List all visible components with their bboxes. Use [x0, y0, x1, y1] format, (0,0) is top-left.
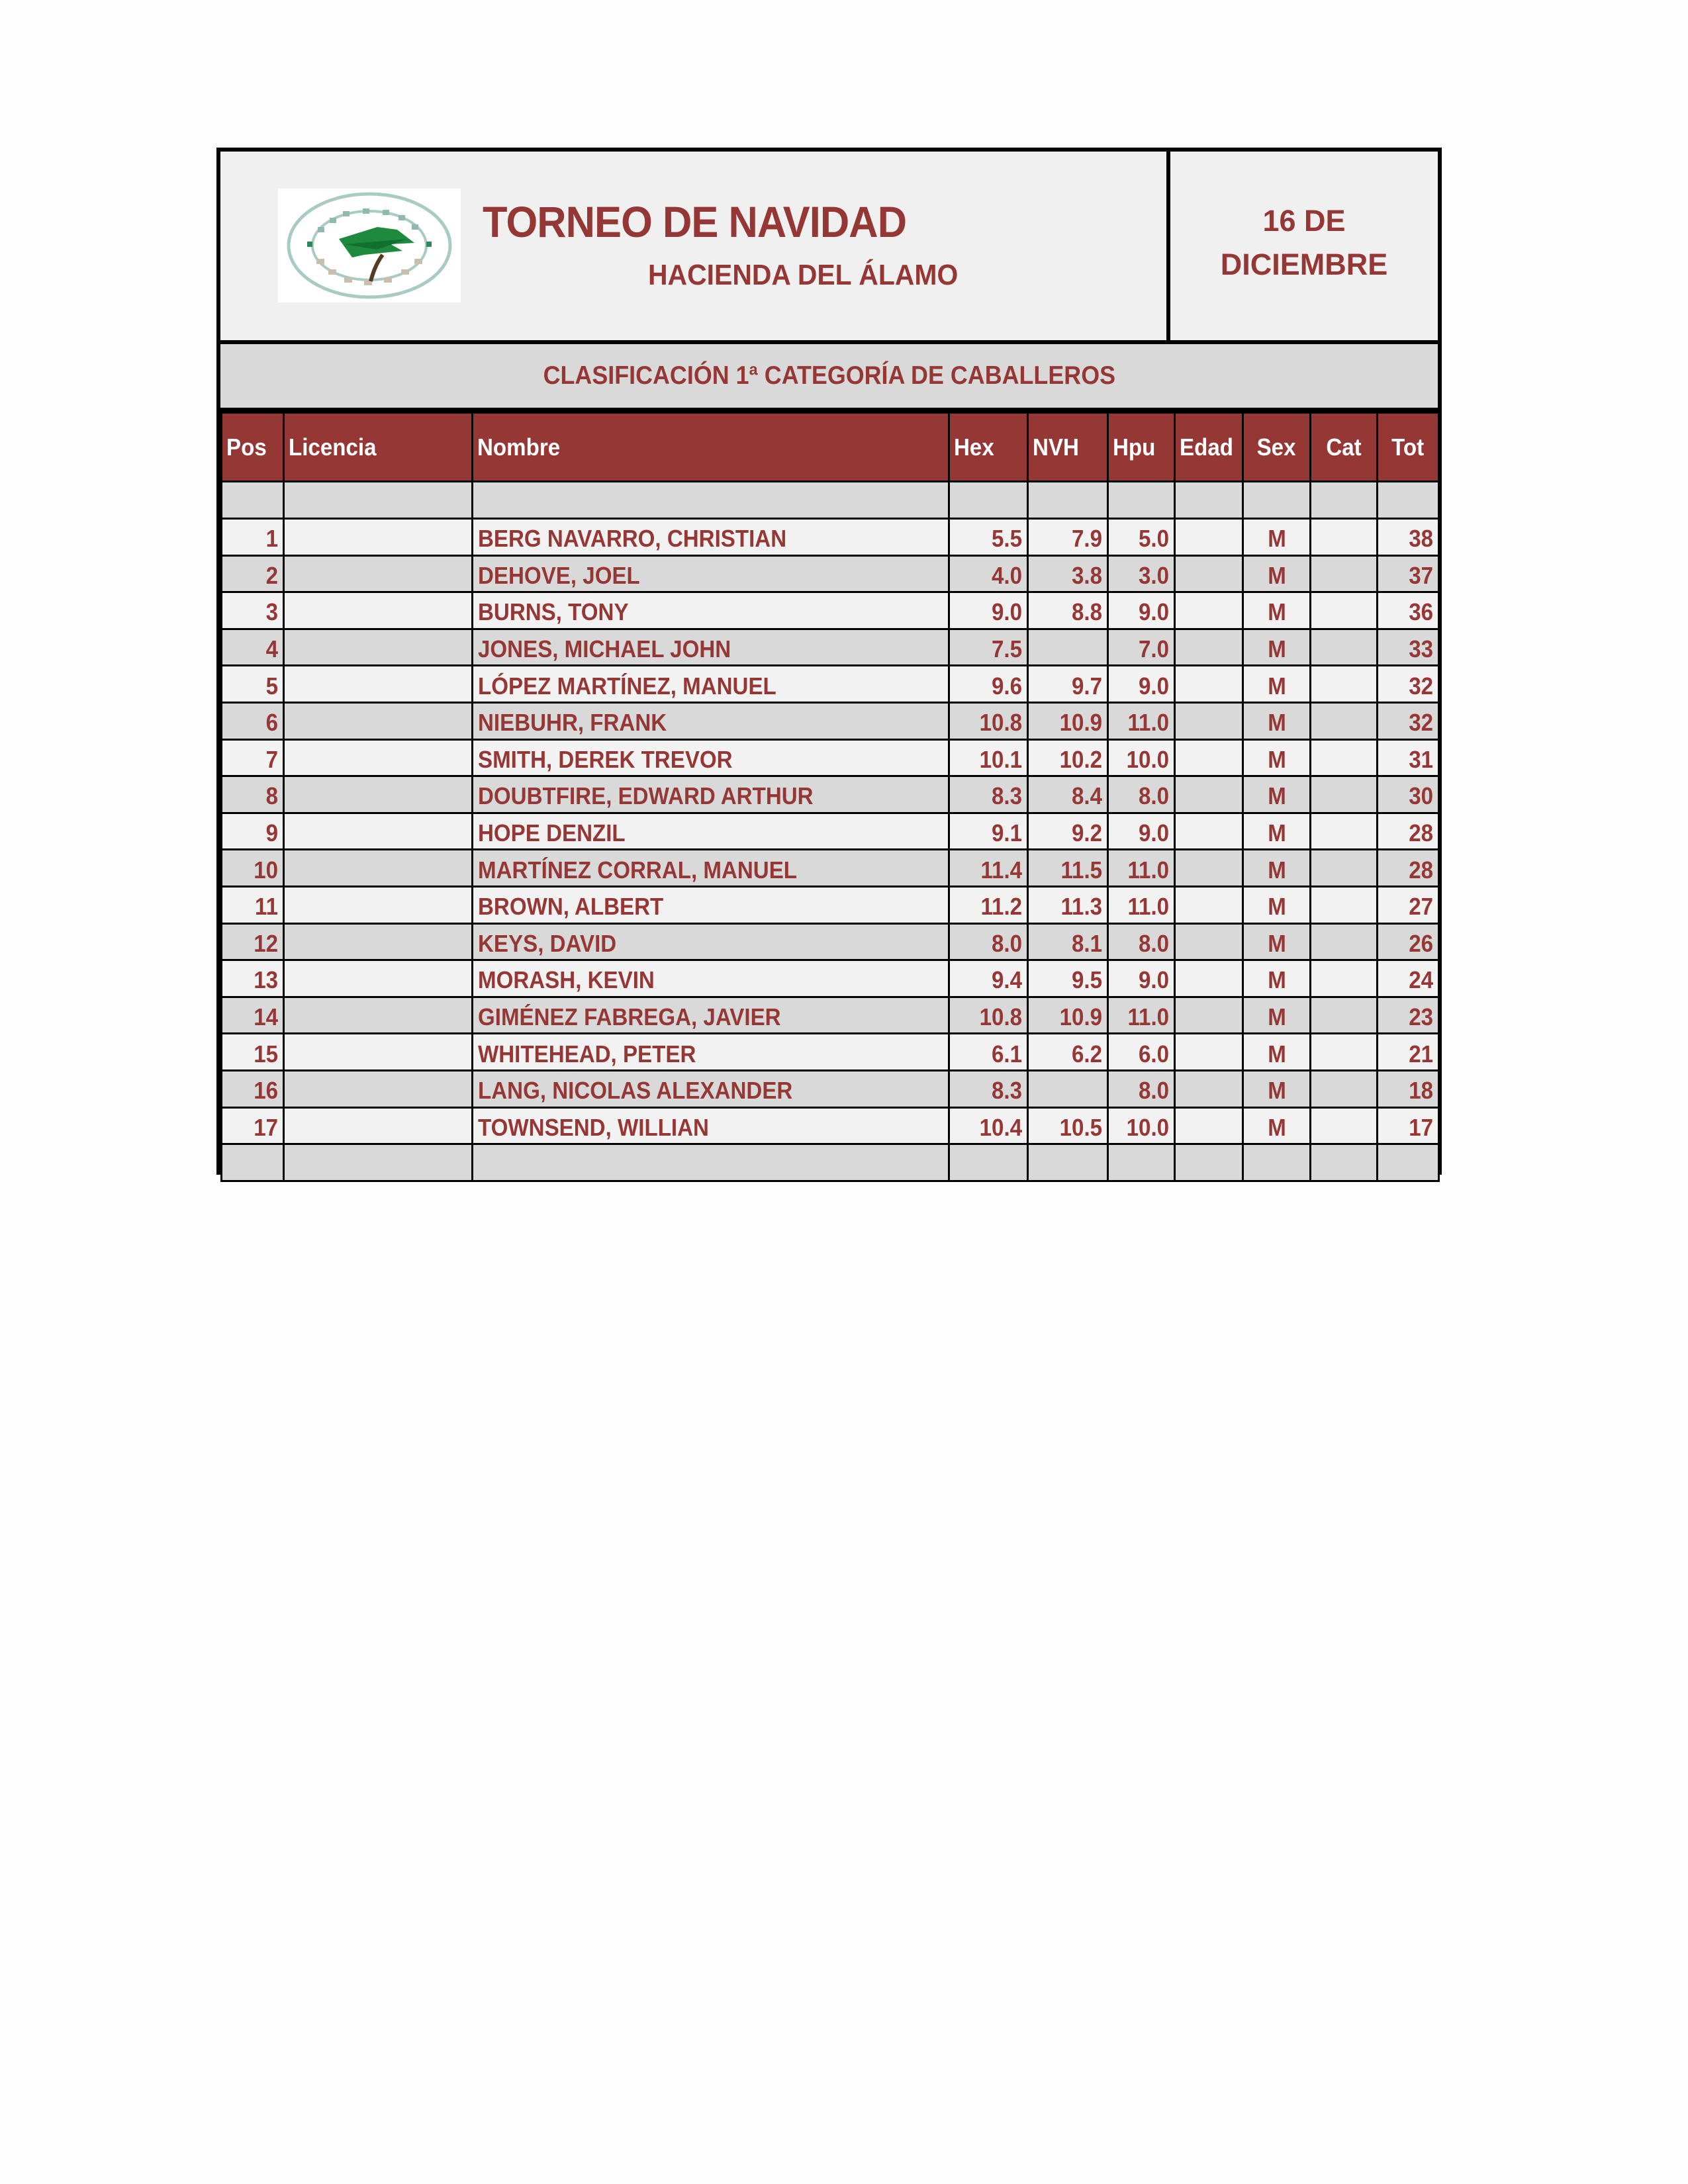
hex-cell: 10.4	[949, 1107, 1028, 1144]
age-cell	[1175, 886, 1243, 923]
nvh-cell	[1028, 629, 1108, 666]
nvh-cell: 8.1	[1028, 923, 1108, 960]
tournament-title: TORNEO DE NAVIDAD	[483, 197, 907, 246]
tournament-date	[1170, 199, 1438, 287]
hpu-cell: 9.0	[1108, 813, 1175, 850]
player-name-cell: BROWN, ALBERT	[473, 886, 949, 923]
sex-cell: M	[1243, 629, 1311, 666]
hex-cell: 8.3	[949, 776, 1028, 813]
sex-cell: M	[1243, 886, 1311, 923]
column-header-hex[interactable]: Hex	[949, 413, 1028, 482]
table-row[interactable]	[222, 702, 1439, 739]
table-row[interactable]	[222, 850, 1439, 887]
licence-cell	[284, 997, 473, 1034]
table-row[interactable]	[222, 555, 1439, 592]
nvh-cell: 3.8	[1028, 555, 1108, 592]
nvh-cell: 6.2	[1028, 1034, 1108, 1071]
date-divider	[1166, 152, 1170, 344]
hex-cell: 4.0	[949, 555, 1028, 592]
nvh-cell	[1028, 1070, 1108, 1107]
age-cell	[1175, 776, 1243, 813]
table-header-row	[222, 413, 1439, 482]
position-cell: 5	[222, 666, 284, 703]
nvh-cell: 9.7	[1028, 666, 1108, 703]
nvh-cell: 10.9	[1028, 997, 1108, 1034]
total-cell: 23	[1378, 997, 1439, 1034]
player-name-cell: LÓPEZ MARTÍNEZ, MANUEL	[473, 666, 949, 703]
total-cell: 26	[1378, 923, 1439, 960]
results-table	[220, 412, 1440, 1182]
age-cell	[1175, 555, 1243, 592]
position-cell: 10	[222, 850, 284, 887]
table-row[interactable]	[222, 666, 1439, 703]
column-header-sex[interactable]: Sex	[1243, 413, 1311, 482]
total-cell: 32	[1378, 702, 1439, 739]
licence-cell	[284, 850, 473, 887]
nvh-cell: 9.5	[1028, 960, 1108, 997]
sex-cell: M	[1243, 519, 1311, 556]
hpu-cell: 11.0	[1108, 997, 1175, 1034]
category-cell	[1311, 1070, 1378, 1107]
age-cell	[1175, 629, 1243, 666]
position-cell: 14	[222, 997, 284, 1034]
hex-cell: 9.1	[949, 813, 1028, 850]
player-name-cell: TOWNSEND, WILLIAN	[473, 1107, 949, 1144]
age-cell	[1175, 592, 1243, 629]
hex-cell: 6.1	[949, 1034, 1028, 1071]
total-cell: 38	[1378, 519, 1439, 556]
column-header-licencia[interactable]: Licencia	[284, 413, 473, 482]
age-cell	[1175, 739, 1243, 776]
player-name-cell: SMITH, DEREK TREVOR	[473, 739, 949, 776]
sex-cell: M	[1243, 960, 1311, 997]
table-row[interactable]	[222, 629, 1439, 666]
category-cell	[1311, 997, 1378, 1034]
total-cell: 18	[1378, 1070, 1439, 1107]
age-cell	[1175, 1107, 1243, 1144]
table-row[interactable]	[222, 960, 1439, 997]
age-cell	[1175, 666, 1243, 703]
column-header-cat[interactable]: Cat	[1311, 413, 1378, 482]
position-cell: 15	[222, 1034, 284, 1071]
date-line-1: 16 DE	[1262, 204, 1346, 238]
category-cell	[1311, 960, 1378, 997]
licence-cell	[284, 1107, 473, 1144]
blank-row-bottom	[222, 1144, 1439, 1181]
table-row[interactable]	[222, 997, 1439, 1034]
position-cell: 4	[222, 629, 284, 666]
results-sheet	[216, 148, 1442, 1175]
column-header-hpu[interactable]: Hpu	[1108, 413, 1175, 482]
total-cell: 32	[1378, 666, 1439, 703]
table-row[interactable]	[222, 886, 1439, 923]
position-cell: 1	[222, 519, 284, 556]
table-row[interactable]	[222, 776, 1439, 813]
column-header-tot[interactable]: Tot	[1378, 413, 1439, 482]
category-cell	[1311, 850, 1378, 887]
category-cell	[1311, 886, 1378, 923]
hpu-cell: 11.0	[1108, 850, 1175, 887]
age-cell	[1175, 1034, 1243, 1071]
category-cell	[1311, 629, 1378, 666]
player-name-cell: DEHOVE, JOEL	[473, 555, 949, 592]
golf-club-emblem-icon	[278, 189, 461, 302]
total-cell: 28	[1378, 813, 1439, 850]
licence-cell	[284, 702, 473, 739]
table-row[interactable]	[222, 592, 1439, 629]
licence-cell	[284, 923, 473, 960]
sex-cell: M	[1243, 776, 1311, 813]
position-cell: 6	[222, 702, 284, 739]
hpu-cell: 8.0	[1108, 776, 1175, 813]
hpu-cell: 9.0	[1108, 960, 1175, 997]
position-cell: 11	[222, 886, 284, 923]
player-name-cell: LANG, NICOLAS ALEXANDER	[473, 1070, 949, 1107]
player-name-cell: JONES, MICHAEL JOHN	[473, 629, 949, 666]
hex-cell: 9.4	[949, 960, 1028, 997]
blank-row-top	[222, 482, 1439, 519]
category-title: CLASIFICACIÓN 1ª CATEGORÍA DE CABALLEROS	[543, 361, 1115, 390]
nvh-cell: 10.5	[1028, 1107, 1108, 1144]
column-header-nombre[interactable]: Nombre	[473, 413, 949, 482]
column-header-pos[interactable]: Pos	[222, 413, 284, 482]
player-name-cell: GIMÉNEZ FABREGA, JAVIER	[473, 997, 949, 1034]
total-cell: 28	[1378, 850, 1439, 887]
position-cell: 7	[222, 739, 284, 776]
category-cell	[1311, 1107, 1378, 1144]
hex-cell: 10.8	[949, 702, 1028, 739]
venue-subtitle: HACIENDA DEL ÁLAMO	[648, 259, 959, 291]
hex-cell: 11.4	[949, 850, 1028, 887]
hpu-cell: 6.0	[1108, 1034, 1175, 1071]
category-cell	[1311, 923, 1378, 960]
licence-cell	[284, 739, 473, 776]
category-cell	[1311, 1034, 1378, 1071]
player-name-cell: WHITEHEAD, PETER	[473, 1034, 949, 1071]
licence-cell	[284, 519, 473, 556]
sex-cell: M	[1243, 923, 1311, 960]
hex-cell: 10.8	[949, 997, 1028, 1034]
total-cell: 37	[1378, 555, 1439, 592]
position-cell: 16	[222, 1070, 284, 1107]
total-cell: 27	[1378, 886, 1439, 923]
hex-cell: 5.5	[949, 519, 1028, 556]
position-cell: 12	[222, 923, 284, 960]
player-name-cell: NIEBUHR, FRANK	[473, 702, 949, 739]
category-cell	[1311, 519, 1378, 556]
position-cell: 8	[222, 776, 284, 813]
age-cell	[1175, 813, 1243, 850]
table-row[interactable]	[222, 519, 1439, 556]
hpu-cell: 5.0	[1108, 519, 1175, 556]
position-cell: 9	[222, 813, 284, 850]
column-header-nvh[interactable]: NVH	[1028, 413, 1108, 482]
total-cell: 21	[1378, 1034, 1439, 1071]
nvh-cell: 8.8	[1028, 592, 1108, 629]
licence-cell	[284, 960, 473, 997]
category-cell	[1311, 702, 1378, 739]
licence-cell	[284, 1034, 473, 1071]
category-title-band	[220, 344, 1438, 412]
licence-cell	[284, 629, 473, 666]
hpu-cell: 8.0	[1108, 923, 1175, 960]
player-name-cell: BERG NAVARRO, CHRISTIAN	[473, 519, 949, 556]
age-cell	[1175, 923, 1243, 960]
licence-cell	[284, 592, 473, 629]
age-cell	[1175, 960, 1243, 997]
category-cell	[1311, 592, 1378, 629]
position-cell: 2	[222, 555, 284, 592]
column-header-edad[interactable]: Edad	[1175, 413, 1243, 482]
licence-cell	[284, 886, 473, 923]
nvh-cell: 11.5	[1028, 850, 1108, 887]
sex-cell: M	[1243, 666, 1311, 703]
hpu-cell: 3.0	[1108, 555, 1175, 592]
sex-cell: M	[1243, 702, 1311, 739]
licence-cell	[284, 555, 473, 592]
sex-cell: M	[1243, 997, 1311, 1034]
total-cell: 31	[1378, 739, 1439, 776]
nvh-cell: 10.9	[1028, 702, 1108, 739]
title-area	[220, 152, 1438, 344]
sex-cell: M	[1243, 850, 1311, 887]
total-cell: 36	[1378, 592, 1439, 629]
age-cell	[1175, 997, 1243, 1034]
hex-cell: 7.5	[949, 629, 1028, 666]
licence-cell	[284, 776, 473, 813]
table-row[interactable]	[222, 813, 1439, 850]
licence-cell	[284, 666, 473, 703]
licence-cell	[284, 813, 473, 850]
category-cell	[1311, 666, 1378, 703]
player-name-cell: DOUBTFIRE, EDWARD ARTHUR	[473, 776, 949, 813]
player-name-cell: MARTÍNEZ CORRAL, MANUEL	[473, 850, 949, 887]
hpu-cell: 7.0	[1108, 629, 1175, 666]
total-cell: 17	[1378, 1107, 1439, 1144]
table-row[interactable]	[222, 1107, 1439, 1144]
hex-cell: 9.0	[949, 592, 1028, 629]
category-cell	[1311, 776, 1378, 813]
nvh-cell: 10.2	[1028, 739, 1108, 776]
hex-cell: 11.2	[949, 886, 1028, 923]
date-line-2: DICIEMBRE	[1220, 248, 1388, 281]
position-cell: 13	[222, 960, 284, 997]
sex-cell: M	[1243, 555, 1311, 592]
total-cell: 30	[1378, 776, 1439, 813]
total-cell: 24	[1378, 960, 1439, 997]
position-cell: 3	[222, 592, 284, 629]
age-cell	[1175, 1070, 1243, 1107]
hpu-cell: 11.0	[1108, 886, 1175, 923]
table-row[interactable]	[222, 923, 1439, 960]
age-cell	[1175, 702, 1243, 739]
sex-cell: M	[1243, 1107, 1311, 1144]
hex-cell: 10.1	[949, 739, 1028, 776]
hex-cell: 8.0	[949, 923, 1028, 960]
table-row[interactable]	[222, 739, 1439, 776]
hpu-cell: 9.0	[1108, 666, 1175, 703]
age-cell	[1175, 850, 1243, 887]
table-row[interactable]	[222, 1070, 1439, 1107]
sex-cell: M	[1243, 1070, 1311, 1107]
player-name-cell: MORASH, KEVIN	[473, 960, 949, 997]
sex-cell: M	[1243, 739, 1311, 776]
nvh-cell: 8.4	[1028, 776, 1108, 813]
category-cell	[1311, 813, 1378, 850]
age-cell	[1175, 519, 1243, 556]
category-cell	[1311, 555, 1378, 592]
nvh-cell: 9.2	[1028, 813, 1108, 850]
nvh-cell: 11.3	[1028, 886, 1108, 923]
player-name-cell: KEYS, DAVID	[473, 923, 949, 960]
hpu-cell: 9.0	[1108, 592, 1175, 629]
club-logo-icon	[278, 189, 461, 302]
category-cell	[1311, 739, 1378, 776]
table-row[interactable]	[222, 1034, 1439, 1071]
sex-cell: M	[1243, 813, 1311, 850]
player-name-cell: HOPE DENZIL	[473, 813, 949, 850]
nvh-cell: 7.9	[1028, 519, 1108, 556]
hpu-cell: 8.0	[1108, 1070, 1175, 1107]
licence-cell	[284, 1070, 473, 1107]
hex-cell: 9.6	[949, 666, 1028, 703]
sex-cell: M	[1243, 1034, 1311, 1071]
hpu-cell: 10.0	[1108, 1107, 1175, 1144]
player-name-cell: BURNS, TONY	[473, 592, 949, 629]
sex-cell: M	[1243, 592, 1311, 629]
hex-cell: 8.3	[949, 1070, 1028, 1107]
hpu-cell: 11.0	[1108, 702, 1175, 739]
position-cell: 17	[222, 1107, 284, 1144]
hpu-cell: 10.0	[1108, 739, 1175, 776]
total-cell: 33	[1378, 629, 1439, 666]
